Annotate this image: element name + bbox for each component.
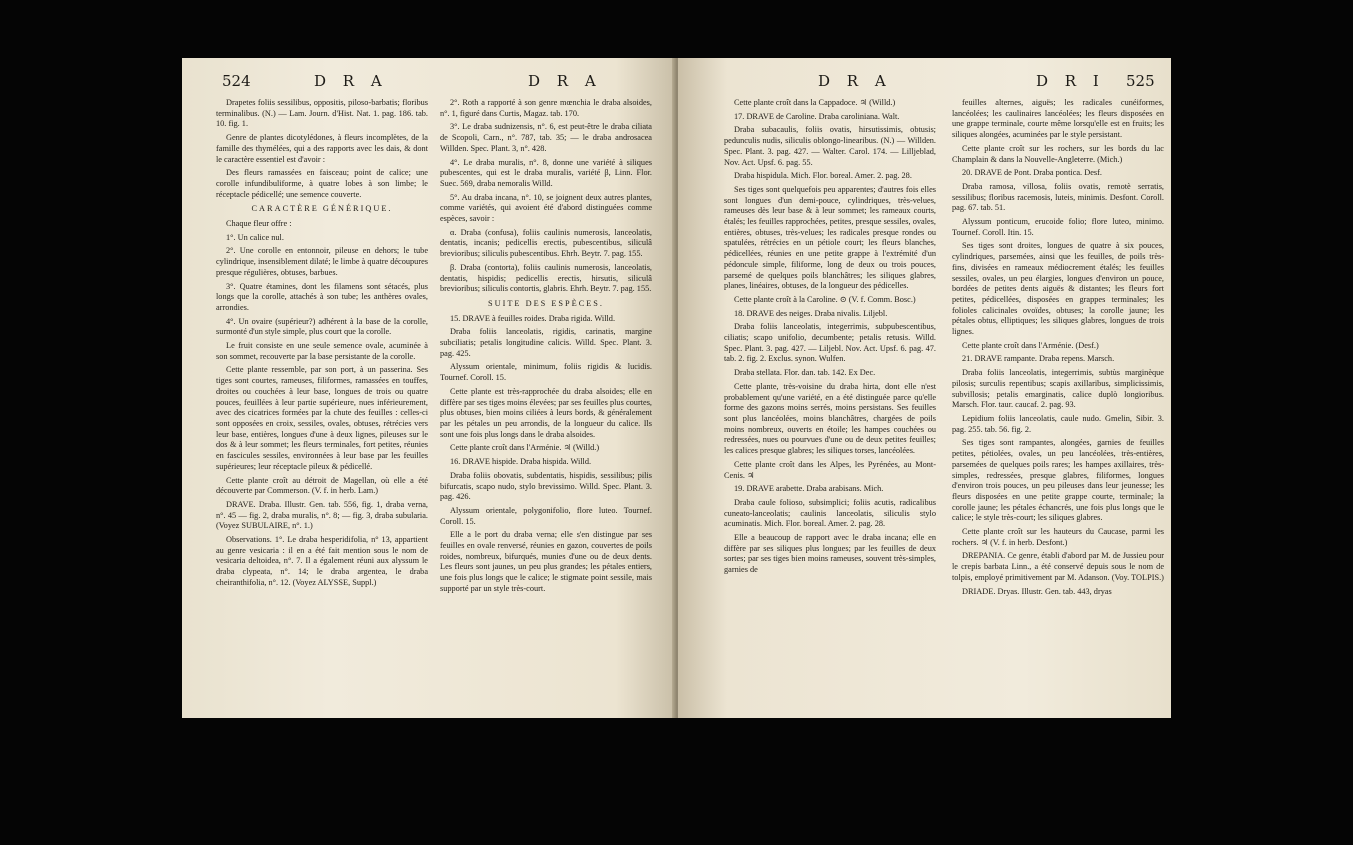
paragraph: 4°. Le draba muralis, n°. 8, donne une variété à siliques pubescentes, qui est le draba muralis, variété β, Linn. Flor. Suec. 569, draba nemoralis Willd. — [440, 157, 652, 188]
paragraph: Ses tiges sont droites, longues de quatre à six pouces, cylindriques, parsemées, ainsi que les feuilles, de poils très-fins, divisées en rameaux médiocrement étalés; les feuilles sessiles, ovales, un peu élargies, longues d'environ un pouce, bordées de petites dents aiguës & distantes; les fleurs fort petites, pédicellées, disposées en grappes terminales; les folioles calicinales ovoïdes, obtuses; la corolle jaune; les pétales obtus, elliptiques; les siliques glabres, longues de trois lignes. — [952, 241, 1164, 337]
paragraph: Draba foliis lanceolatis, integerrimis, subpubescentibus, ciliatis; scapo unifolio, decumbente; petalis retusis. Willd. Spec. Plant. 3. pag. 427. — Liljebl. Nov. Act. Upsf. 6. pag. 47. tab. 2. fig. 2. Exclus. synon. Wulfen. — [724, 322, 936, 364]
paragraph: Elle a beaucoup de rapport avec le draba incana; elle en diffère par ses siliques plus longues; par les feuilles de deux sortes; par ses tiges bien moins rameuses, souvent très-simples, garnies de — [724, 533, 936, 575]
paragraph: Alyssum ponticum, erucoide folio; flore luteo, minimo. Tournef. Coroll. Itin. 15. — [952, 217, 1164, 237]
paragraph: Observations. 1°. Le draba hesperidifolia, n° 13, appartient au genre vesicaria : il en a été fait mention sous le nom de vesicaria deltoidea, n°. 7. Il a également réuni aux alyssum le draba clypeata, n°. 14; le draba argentea, le draba cheiranthifolia, n°. 12. (Voyez ALYSSE, Suppl.) — [216, 535, 428, 587]
paragraph: Cette plante croît au détroit de Magellan, où elle a été découverte par Commerson. (V. f. in herb. Lam.) — [216, 475, 428, 496]
paragraph: Ses tiges sont quelquefois peu apparentes; d'autres fois elles sont longues d'un demi-pouce, cylindriques, très-velues, rameuses dès leur base & à leur sommet; les rameaux courts, étalés; les feuilles rapprochées, petites, presque sessiles, ovales, entières, obtuses, très-velues; les radicales presque rondes ou spatulées, rétrécies en un pétiole court; les fleurs blanches, pédicellées, réunies en une petite grappe à l'extrémité d'un pédoncule simple, filiforme, long de deux ou trois pouces, parsemé de quelques poils blanchâtres; les siliques glabres, planes, linéaires, obtuses, de la longueur des pédicelles. — [724, 184, 936, 291]
paragraph: Draba caule folioso, subsimplici; foliis acutis, radicalibus cuneato-lanceolatis; caulinis lanceolatis, siliculis stylo acuminatis. Mich. Flor. boreal. Amer. 2. pag. 28. — [724, 497, 936, 529]
paragraph: DRIADE. Dryas. Illustr. Gen. tab. 443, dryas — [962, 586, 1112, 596]
paragraph: 19. DRAVE arabette. Draba arabisans. Mich. — [734, 484, 884, 494]
paragraph: 18. DRAVE des neiges. Draba nivalis. Liljebl. — [734, 308, 888, 318]
paragraph: Cette plante ressemble, par son port, à un passerina. Ses tiges sont courtes, rameuses, filiformes, ramassées en touffes, droites ou couchées à leur base, longues de trois ou quatre pouces, feuillées à leur partie supérieure, nues inférieurement, avec des cicatrices formées par la chute des feuilles : celles-ci sont opposées en croix, sessiles, ovales, obtuses, rétrécies vers leur base, entières, longues d'une à deux lignes, pileuses sur le dos & à leur sommet; les fleurs terminales, fort petites, réunies en fascicules sessiles, environnées à leur base par les feuilles supérieures; leur réceptacle pileux & pédicellé. — [216, 365, 428, 471]
paragraph: Draba subacaulis, foliis ovatis, hirsutissimis, obtusis; pedunculis nudis, siliculis oblongo-linearibus. (N.) — Willden. Spec. Plant. 3. pag. 427. — Walter. Carol. 174. — Lilljeblad, Nov. Act. Upsf. 6. pag. 55. — [724, 125, 936, 167]
paragraph: 5°. Au draba incana, n°. 10, se joignent deux autres plantes, comme variétés, qui avoient été d'abord distinguées comme espèces, savoir : — [440, 192, 652, 224]
paragraph: Cette plante croît à la Caroline. ⊙ (V. f. Comm. Bosc.) — [734, 294, 916, 304]
paragraph: Cette plante croît dans l'Arménie. ♃ (Willd.) — [450, 443, 600, 453]
paragraph: Ses tiges sont rampantes, alongées, garnies de feuilles petites, pétiolées, ovales, un peu lancéolées, très-entières, parsemées de quelques poils rares; les hampes axillaires, très-simples, redressées, presque glabres, filiformes, longues d'environ trois pouces, un peu pileuses dans leur jeunesse; les fleurs disposées en une petite grappe courte, terminale; la corolle jaune; les pétales échancrés, une fois plus longs que le calice; le style très-court; les siliques glabres. — [952, 438, 1164, 523]
paragraph: Le fruit consiste en une seule semence ovale, acuminée à son sommet, recouverte par la base persistante de la corolle. — [216, 341, 428, 361]
left-running-head-2: D R A — [528, 72, 602, 90]
paragraph: Genre de plantes dicotylédones, à fleurs incomplètes, de la famille des thymélées, qui a des rapports avec les dais, & dont le caractère essentiel est d'avoir : — [216, 133, 428, 164]
paragraph: Cette plante croît dans les Alpes, les Pyrénées, au Mont-Cenis. ♃ — [724, 459, 936, 480]
paragraph: Draba ramosa, villosa, foliis ovatis, remotè serratis, sessilibus; floribus racemosis, luteis, minimis. Desfont. Coroll. pag. 67. tab. 51. — [952, 181, 1164, 213]
paragraph: 2°. Une corolle en entonnoir, pileuse en dehors; le tube cylindrique, insensiblement dilaté; le limbe à quatre découpures presque régulières, obtuses, barbues. — [216, 246, 428, 277]
paragraph: Lepidium foliis lanceolatis, caule nudo. Gmelin, Sibir. 3. pag. 255. tab. 56. fig. 2. — [952, 413, 1164, 434]
paragraph: α. Draba (confusa), foliis caulinis numerosis, lanceolatis, dentatis, incanis; pedicellis erectis, pubescentibus, siliculâ brevioribus; siliculis pubescentibus. Ehrh. Beytr. 7. pag. 155. — [440, 227, 652, 259]
paragraph: Elle a le port du draba verna; elle s'en distingue par ses feuilles en ovale renversé, réunies en gazon, couvertes de poils roides, nombreux, bifurqués, munies d'une ou de deux dents. Les fleurs sont jaunes, un peu plus grandes; les pétales entiers, une fois plus longs que le calice; le stigmate point sessile, mais supporté par un style très-court. — [440, 530, 652, 593]
right-page-number: 525 — [1126, 72, 1155, 90]
paragraph: 15. DRAVE à feuilles roides. Draba rigida. Willd. — [450, 313, 616, 323]
paragraph: 21. DRAVE rampante. Draba repens. Marsch. — [962, 354, 1115, 364]
right-page — [678, 58, 1171, 718]
left-running-head-1: D R A — [314, 72, 388, 90]
paragraph: Alyssum orientale, minimum, foliis rigidis & lucidis. Tournef. Coroll. 15. — [440, 362, 652, 383]
paragraph: Cette plante croît dans l'Arménie. (Desf.) — [962, 340, 1099, 350]
paragraph: Drapetes foliis sessilibus, oppositis, piloso-barbatis; floribus terminalibus. (N.) — Lam. Journ. d'Hist. Nat. 1. pag. 186. tab. 10. fig. 1. — [216, 98, 428, 129]
paragraph: Alyssum orientale, polygonifolio, flore luteo. Tournef. Coroll. 15. — [440, 505, 652, 526]
paragraph: Cette plante est très-rapprochée du draba alsoides; elle en diffère par ses tiges moins élevées; par ses feuilles plus courtes, plus obtuses, bien moins ciliées à leurs bords, & généralement par les pétales un peu arrondis, de la longueur du calice. Ils sont une fois plus longs dans le draba alsoides. — [440, 386, 652, 439]
left-column-1 — [216, 98, 428, 592]
paragraph: Cette plante croît sur les rochers, sur les bords du lac Champlain & dans la Nouvelle-Angleterre. (Mich.) — [952, 143, 1164, 164]
left-column-2 — [440, 98, 652, 598]
right-running-head-2: D R I — [1036, 72, 1105, 90]
paragraph: Draba hispidula. Mich. Flor. boreal. Amer. 2. pag. 28. — [734, 171, 912, 181]
paragraph: 1°. Un calice nul. — [226, 232, 284, 242]
paragraph: 3°. Le draba sudnizensis, n°. 6, est peut-être le draba ciliata de Scopoli, Carn., n°. 787, tab. 35; — le draba androsacea Willden. Spec. Plant. 3, n°. 428. — [440, 122, 652, 153]
paragraph: Chaque fleur offre : — [226, 219, 292, 229]
paragraph: Cette plante, très-voisine du draba hirta, dont elle n'est probablement qu'une variété, en a été distinguée parce qu'elle forme des gazons moins serrés, moins persistans. Ses feuilles sont plus lancéolées, moins blanchâtres, chargées de poils moins nombreux, ouverts en étoile; les hampes couchées ou redressées, nues ou pourvues d'une ou de deux petites feuilles; les calices presque glabres; les siliques torses, lancéolées. — [724, 381, 936, 456]
paragraph: Des fleurs ramassées en faisceau; point de calice; une corolle infundibuliforme, à quatre lobes à son limbe; le réceptacle pédicellé; une semence couverte. — [216, 168, 428, 199]
paragraph: Cette plante croît dans la Cappadoce. ♃ (Willd.) — [734, 98, 896, 107]
paragraph: 3°. Quatre étamines, dont les filamens sont sétacés, plus longs que la corolle, attachés à son tube; les anthères ovales, arrondies. — [216, 281, 428, 312]
paragraph: 4°. Un ovaire (supérieur?) adhérent à la base de la corolle, surmonté d'un style simple, plus court que la corolle. — [216, 316, 428, 337]
paragraph: 20. DRAVE de Pont. Draba pontica. Desf. — [962, 168, 1102, 178]
paragraph: feuilles alternes, aiguës; les radicales cunéiformes, lancéolées; les caulinaires lancéolées; les fleurs disposées en une grappe terminale, courte même lorsqu'elle est en fruits; les siliques alongées, acuminées par le style persistant. — [952, 98, 1164, 140]
left-page-number: 524 — [222, 72, 251, 90]
paragraph: Draba foliis obovatis, subdentatis, hispidis, sessilibus; pilis bifurcatis, scapo nudo, stylo brevissimo. Willd. Spec. Plant. 3. pag. 426. — [440, 470, 652, 502]
paragraph: DRAVE. Draba. Illustr. Gen. tab. 556, fig. 1, draba verna, n°. 45 — fig. 2, draba muralis, n°. 8; — fig. 3, draba subularia. (Voyez SUBULAIRE, n°. 1.) — [216, 499, 428, 531]
left-page — [182, 58, 675, 718]
right-column-2 — [952, 98, 1164, 600]
paragraph: 16. DRAVE hispide. Draba hispida. Willd. — [450, 457, 592, 467]
right-column-1 — [724, 98, 936, 579]
paragraph: Draba foliis lanceolatis, rigidis, carinatis, margine subciliatis; petalis longitudine calicis. Willd. Spec. Plant. 3. pag. 425. — [440, 327, 652, 358]
paragraph: β. Draba (contorta), foliis caulinis numerosis, lanceolatis, dentatis, hispidis; pedicellis erectis, hirsutis, siliculâ brevioribus; siliculis contortis, glabris. Ehrh. Beytr. 7. pag. 155. — [440, 262, 652, 294]
paragraph: CARACTÈRE GÉNÉRIQUE. — [251, 204, 393, 214]
right-running-head-1: D R A — [818, 72, 892, 90]
paragraph: 2°. Roth a rapporté à son genre mœnchia le draba alsoides, n°. 1, figuré dans Curtis, Magaz. tab. 170. — [440, 98, 652, 118]
paragraph: SUITE DES ESPÈCES. — [488, 298, 604, 308]
paragraph: Draba stellata. Flor. dan. tab. 142. Ex Dec. — [734, 368, 876, 378]
paragraph: DREPANIA. Ce genre, établi d'abord par M. de Jussieu pour le crepis barbata Linn., a été conservé depuis sous le nom de tolpis, employé primitivement par M. Adanson. (Voy. TOLPIS.) — [952, 551, 1164, 582]
paragraph: Cette plante croît sur les hauteurs du Caucase, parmi les rochers. ♃ (V. f. in herb. Desfont.) — [952, 527, 1164, 547]
paragraph: 17. DRAVE de Caroline. Draba caroliniana. Walt. — [734, 111, 900, 121]
paragraph: Draba foliis lanceolatis, integerrimis, subtùs marginèque pilosis; surculis repentibus; scapis axillaribus, simplicissimis, subvillosis; petalis emarginatis, calice duplò longioribus. Marsch. Flor. taur. caucaf. 2. pag. 93. — [952, 368, 1164, 410]
